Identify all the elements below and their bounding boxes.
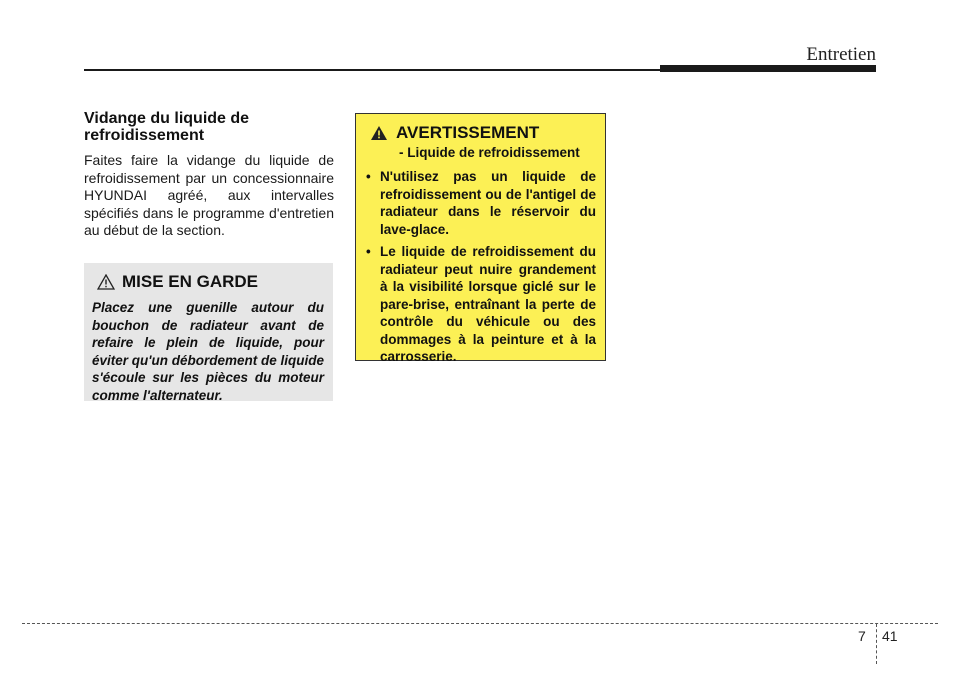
page-number-divider — [876, 624, 877, 664]
caution-text: Placez une guenille autour du bouchon de radiateur avant de refaire le plein de liquide, pour éviter qu'un débordement de liquide s'écoule sur les pièces du moteur comme l'alternateur. — [92, 300, 324, 403]
warning-title: AVERTISSEMENT — [396, 123, 540, 142]
warning-box — [355, 113, 606, 364]
caution-title: MISE EN GARDE — [122, 272, 259, 291]
bullet-icon: • — [366, 244, 371, 259]
caution-box — [84, 263, 333, 401]
footer-rule — [22, 623, 938, 624]
caution-header — [92, 271, 324, 293]
warning-header — [365, 122, 596, 144]
section-title: Vidange du liquide de refroidissement — [84, 110, 250, 144]
header-rule-accent — [660, 65, 876, 72]
warning-triangle-icon — [370, 125, 388, 141]
bullet-icon: • — [366, 169, 371, 184]
warning-list — [365, 168, 596, 366]
header-title: Entretien — [806, 44, 876, 65]
section-body: Faites faire la vidange du liquide de refroidissement par un concessionnaire HYUNDAI agréé, aux intervalles spécifiés dans le programme d'entretien au début de la section. — [84, 152, 334, 238]
caution-triangle-icon — [97, 274, 115, 290]
warning-item — [365, 243, 596, 366]
warning-subtitle: - Liquide de refroidissement — [399, 145, 580, 160]
header-rule — [84, 69, 660, 71]
warning-item — [365, 168, 596, 238]
warning-item-text: Le liquide de refroidissement du radiateur peut nuire grandement à la visibilité lorsque giclé sur le pare-brise, entraînant la perte de contrôle du véhicule ou des dommages à la peinture et à la carrosserie. — [380, 244, 596, 364]
warning-item-text: N'utilisez pas un liquide de refroidissement ou de l'antigel de radiateur dans le réservoir du lave-glace. — [380, 169, 596, 237]
page-number: 41 — [882, 628, 898, 644]
page-chapter: 7 — [858, 628, 866, 644]
